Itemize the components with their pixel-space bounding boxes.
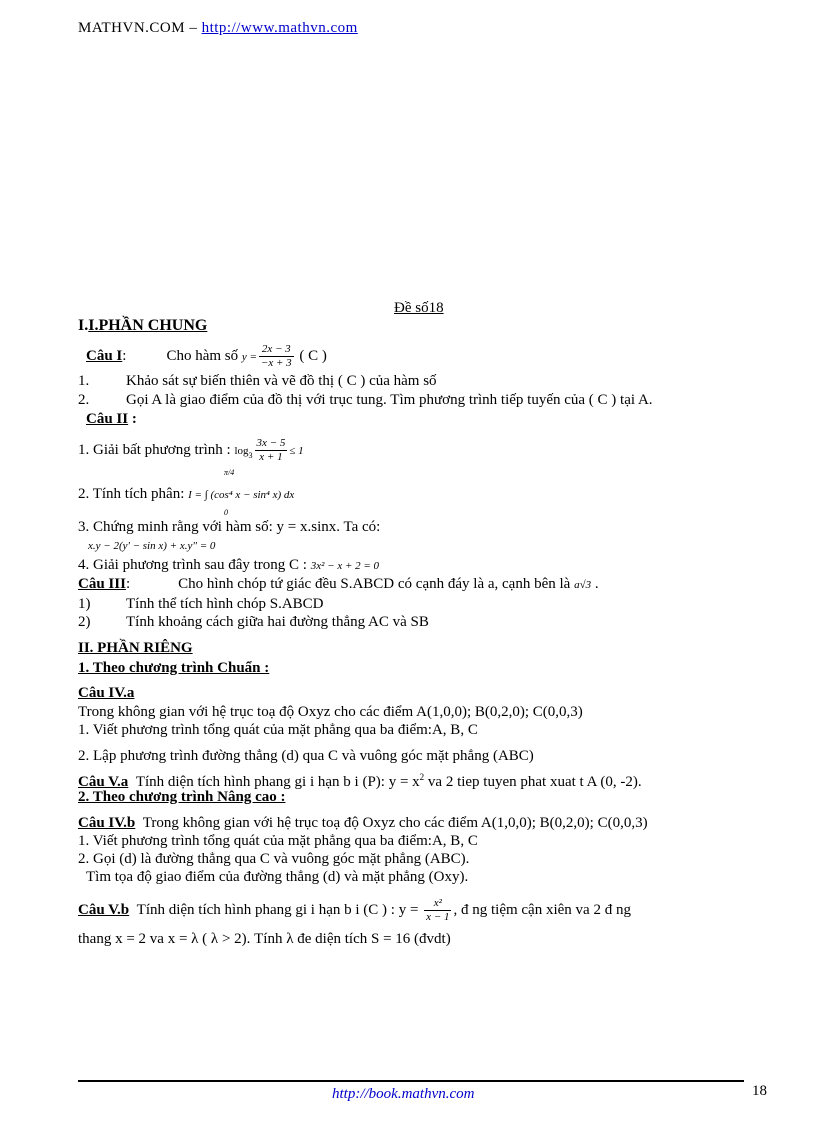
log-base: 3 <box>248 450 253 460</box>
question-text: Cho hàm số <box>166 347 239 364</box>
math-y: y = <box>241 350 257 363</box>
list-item <box>78 372 437 390</box>
q4b-item-2: 2. Gọi (d) là đường thẳng qua C và vuông góc mặt phẳng (ABC). <box>78 851 470 867</box>
item-text: 4. Giải phương trình sau đây trong C : <box>78 557 307 573</box>
question-text: Cho hình chóp tứ giác đều S.ABCD có cạnh đáy là a, cạnh bên là <box>178 576 571 592</box>
footer-divider <box>78 1080 744 1082</box>
integral-lower-limit: 0 <box>224 508 228 517</box>
q4b-item-1: 1. Viết phương trình tổng quát của mặt phẳng qua ba điểm:A, B, C <box>78 833 478 849</box>
fraction <box>424 897 451 924</box>
page-number: 18 <box>752 1083 767 1099</box>
standard-program-heading: 1. Theo chương trình Chuẩn : <box>78 660 270 676</box>
item-text: Khảo sát sự biến thiên và vẽ đồ thị ( C ) của hàm số <box>126 373 437 389</box>
fraction <box>259 343 294 370</box>
numerator: 2x − 3 <box>259 343 294 357</box>
question-4a-label: Câu IV.a <box>78 685 135 701</box>
exam-title: Đề số18 <box>394 300 444 316</box>
period: . <box>594 576 599 592</box>
q4a-text: Trong không gian với hệ trục toạ độ Oxyz cho các điểm A(1,0,0); B(0,2,0); C(0,0,3) <box>78 704 583 720</box>
list-item <box>78 595 324 613</box>
part1-heading: I.PHẦN CHUNG <box>88 317 208 334</box>
separator: – <box>185 20 202 36</box>
header-link[interactable]: http://www.mathvn.com <box>201 20 358 36</box>
numerator: 3x − 5 <box>256 437 286 449</box>
q2-item-4 <box>78 556 379 575</box>
q2-item-3-equation: x.y − 2(y' − sin x) + x.y" = 0 <box>88 540 216 552</box>
list-item <box>78 391 653 409</box>
math-log: log <box>234 444 249 457</box>
question-label: Câu V.b <box>78 901 130 918</box>
q5b-text-line-2: thang x = 2 va x = λ ( λ > 2). Tính λ đe diện tích S = 16 (đvdt) <box>78 931 451 947</box>
question-text: Trong không gian với hệ trục toạ độ Oxyz cho các điểm A(1,0,0); B(0,2,0); C(0,0,3) <box>142 815 648 831</box>
numerator: x² <box>424 897 451 911</box>
question-4b <box>78 814 648 832</box>
item-number: 2) <box>78 614 91 630</box>
math-rhs: ≤ 1 <box>289 444 304 457</box>
question-5b <box>78 897 631 924</box>
question-1 <box>86 343 327 370</box>
colon: : <box>125 576 131 592</box>
item-text: Gọi A là giao điểm của đồ thị với trục tung. Tìm phương trình tiếp tuyến của ( C ) tại A. <box>126 392 653 408</box>
q4a-item-2: 2. Lập phương trình đường thẳng (d) qua C và vuông góc mặt phẳng (ABC) <box>78 748 534 764</box>
q4a-item-1: 1. Viết phương trình tổng quát của mặt phẳng qua ba điểm:A, B, C <box>78 722 478 738</box>
colon: : <box>122 347 127 364</box>
list-item <box>78 613 429 631</box>
integral-upper-limit: π/4 <box>224 468 235 477</box>
item-number: 1. <box>78 373 90 389</box>
item-text: Tính khoảng cách giữa hai đường thẳng AC và SB <box>126 614 429 630</box>
question-label: Câu II <box>86 411 129 427</box>
section-part2: II. PHẦN RIÊNG <box>78 640 193 656</box>
curve-label: ( C ) <box>299 347 327 364</box>
item-text: 2. Tính tích phân: <box>78 486 185 502</box>
section-part1: I.I.PHẦN CHUNG <box>78 317 208 334</box>
question-text-end: va 2 tiep tuyen phat xuat t A (0, -2). <box>424 774 642 790</box>
advanced-program-heading: 2. Theo chương trình Nâng cao : <box>78 789 286 805</box>
question-text: Tính diện tích hình phang gi i hạn b i (P): y = x <box>135 774 420 790</box>
math-equation: 3x² − x + 2 = 0 <box>310 560 380 572</box>
item-text: Tính thể tích hình chóp S.ABCD <box>126 596 324 612</box>
question-label: Câu IV.b <box>78 815 136 831</box>
q4b-item-3: Tìm tọa độ giao điểm của đường thẳng (d) và mặt phẳng (Oxy). <box>86 869 469 885</box>
math-expr: a√3 <box>574 579 592 591</box>
fraction <box>255 437 288 464</box>
question-label: Câu III <box>78 576 126 592</box>
question-label: Câu I <box>86 347 123 364</box>
question-3 <box>78 575 599 594</box>
q2-item-3: 3. Chứng minh rằng với hàm số: y = x.sinx. Ta có: <box>78 519 381 535</box>
footer-link[interactable]: http://book.mathvn.com <box>332 1086 475 1102</box>
q2-item-2 <box>78 485 294 504</box>
exponent: 2 <box>419 772 425 782</box>
question-text: Tính diện tích hình phang gi i hạn b i (C ) : y = <box>136 901 419 918</box>
page-header <box>78 19 358 37</box>
question-text-cont: , đ ng tiệm cận xiên va 2 đ ng <box>453 901 631 918</box>
denominator: x + 1 <box>259 451 283 463</box>
math-integral: I = ∫ (cos⁴ x − sin⁴ x) dx <box>188 489 295 501</box>
site-name: MATHVN.COM <box>78 20 186 36</box>
question-2-label <box>86 410 137 428</box>
question-label: Câu V.a <box>78 774 129 790</box>
denominator: x − 1 <box>426 911 450 923</box>
item-number: 1) <box>78 596 91 612</box>
colon: : <box>131 411 137 427</box>
item-number: 2. <box>78 392 90 408</box>
item-text: 1. Giải bất phương trình : <box>78 441 231 458</box>
q2-item-1 <box>78 437 304 465</box>
denominator: −x + 3 <box>260 357 292 369</box>
